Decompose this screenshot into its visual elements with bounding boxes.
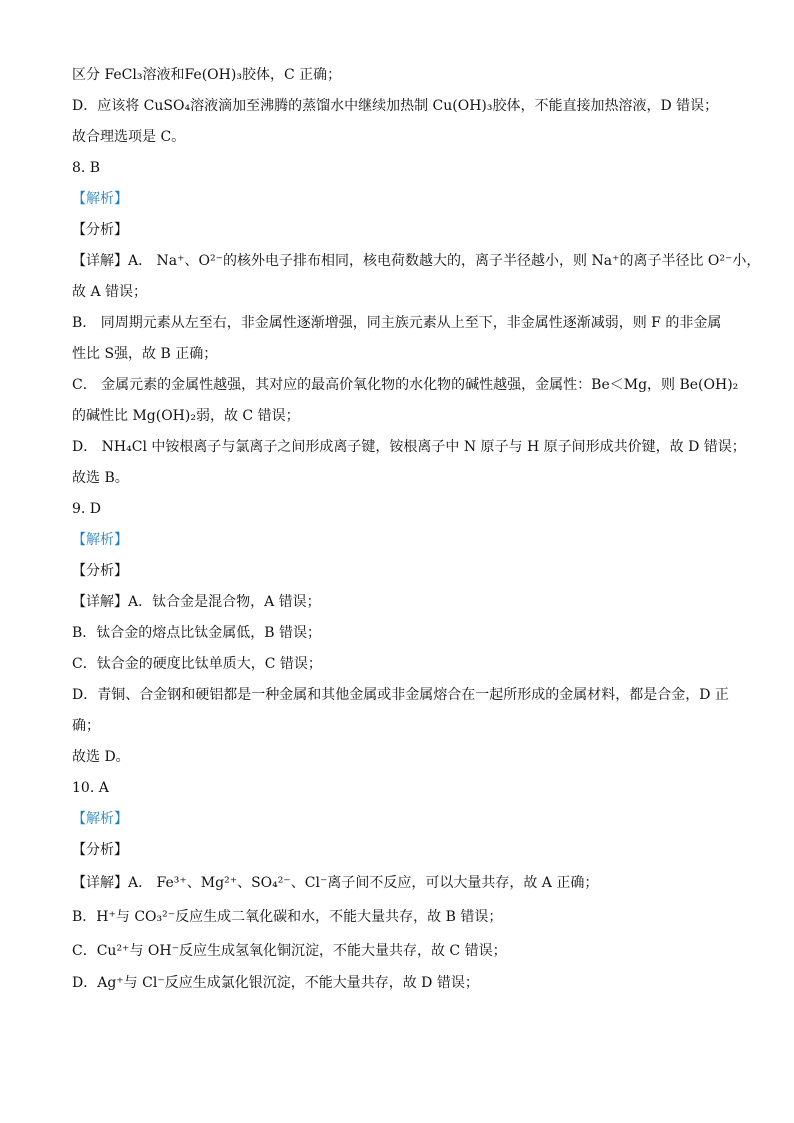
text-line: D．Ag⁺与 Cl⁻反应生成氯化银沉淀，不能大量共存，故 D 错误； [72, 975, 479, 991]
text-line: 区分 FeCl₃溶液和Fe(OH)₃胶体，C 正确； [72, 67, 342, 83]
answer-number: 10. A [72, 780, 109, 796]
text-line: B．钛合金的熔点比钛金属低，B 错误； [72, 625, 322, 641]
text-line: D． NH₄Cl 中铵根离子与氯离子之间形成离子键，铵根离子中 N 原子与 H 原子间形成共价键，故 D 错误； [72, 439, 746, 455]
text-line: 确； [72, 718, 100, 734]
answer-number: 9. D [72, 501, 102, 517]
text-line: 故 A 错误； [72, 284, 148, 300]
text-line: D．青铜、合金钢和硬铝都是一种金属和其他金属或非金属熔合在一起所形成的金属材料，都是合金，D 正 [72, 687, 729, 703]
answer-number: 8. B [72, 160, 101, 176]
section-tag-fenxi: 【分析】 [72, 842, 128, 858]
text-line: 性比 S强，故 B 正确； [72, 346, 218, 362]
text-line: D．应该将 CuSO₄溶液滴加至沸腾的蒸馏水中继续加热制 Cu(OH)₃胶体，不能直接加热溶液，D 错误； [72, 98, 719, 114]
text-line: 故合理选项是 C。 [72, 129, 186, 145]
document-body [72, 60, 761, 999]
text-line: C．钛合金的硬度比钛单质大，C 错误； [72, 656, 322, 672]
text-line: 故选 D。 [72, 749, 130, 765]
section-tag-jiexi: 【解析】 [72, 532, 128, 548]
text-line: 【详解】A． Na⁺、O²⁻的核外电子排布相同，核电荷数越大的，离子半径越小，则 Na⁺的离子半径比 O²⁻小， [72, 253, 761, 269]
section-tag-fenxi: 【分析】 [72, 563, 128, 579]
text-line: 故选 B。 [72, 470, 129, 486]
section-tag-jiexi: 【解析】 [72, 191, 128, 207]
text-line: 的碱性比 Mg(OH)₂弱，故 C 错误； [72, 408, 300, 424]
section-tag-fenxi: 【分析】 [72, 222, 128, 238]
text-line: B．H⁺与 CO₃²⁻反应生成二氧化碳和水，不能大量共存，故 B 错误； [72, 909, 503, 925]
text-line: 【详解】A． Fe³⁺、Mg²⁺、SO₄²⁻、Cl⁻离子间不反应，可以大量共存，故 A 正确； [72, 875, 599, 891]
text-line: 【详解】A．钛合金是混合物，A 错误； [72, 594, 321, 610]
section-tag-jiexi: 【解析】 [72, 811, 128, 827]
text-line: C．Cu²⁺与 OH⁻反应生成氢氧化铜沉淀，不能大量共存，故 C 错误； [72, 943, 507, 959]
text-line: B． 同周期元素从左至右，非金属性逐渐增强，同主族元素从上至下，非金属性逐渐减弱，则 F 的非金属 [72, 315, 722, 331]
text-line: C． 金属元素的金属性越强，其对应的最高价氧化物的水化物的碱性越强，金属性：Be＜Mg，则 Be(OH)₂ [72, 377, 739, 393]
